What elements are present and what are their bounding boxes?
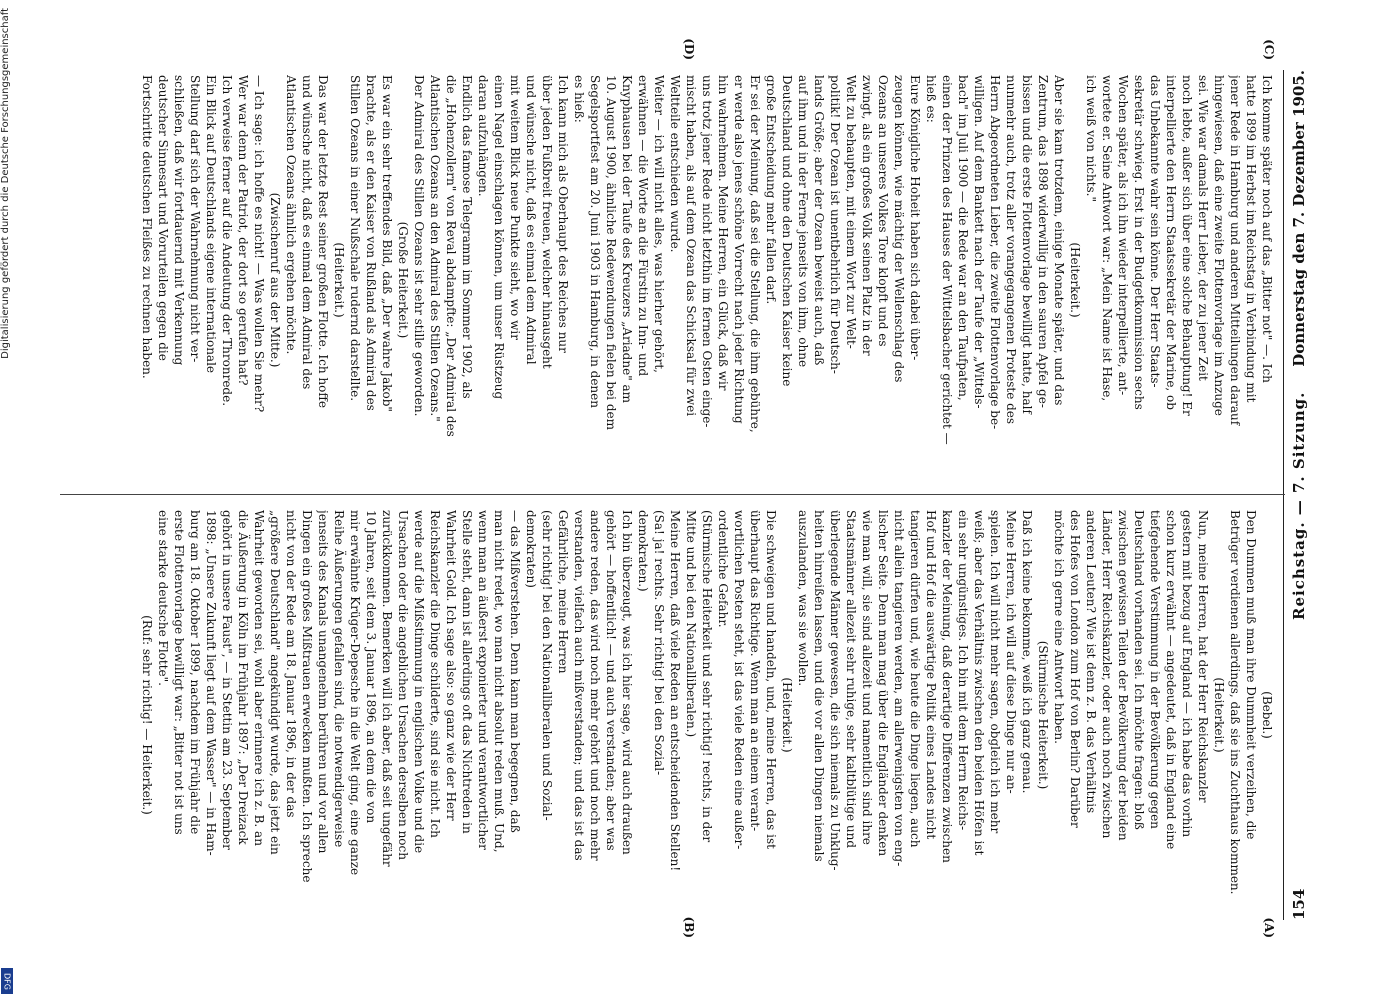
text-line: Wochen später, als ich ihn wieder interpellierte, ant- bbox=[1116, 75, 1130, 396]
text-line: einen Nagel einschlagen können, um unser Rüstzeug bbox=[492, 75, 506, 400]
text-line: gehört — hoffentlich! — und auch verstanden; aber was bbox=[604, 510, 618, 851]
text-line: (Ruf: sehr richtig! — Heiterkeit.) bbox=[140, 615, 154, 815]
text-line: zeugen können, wie mächtig der Wellenschlag des bbox=[892, 75, 906, 383]
text-line: Ich komme später noch auf das „Bitter not" —. Ich bbox=[1260, 75, 1274, 383]
text-line: demokraten.) bbox=[636, 510, 650, 592]
text-line: Den Dummen muß man ihre Dummheit verzeihen, die bbox=[1244, 510, 1258, 840]
text-line: kanzler der Meinung, daß derartige Differenzen zwischen bbox=[940, 510, 954, 863]
text-line: Länder, Herr Reichskanzler, oder auch noch zwischen bbox=[1100, 510, 1114, 839]
text-line: ordentliche Gefahr. bbox=[716, 510, 730, 628]
text-line: Aber sie kam trotzdem, einige Monate später, und das bbox=[1052, 75, 1066, 406]
margin-mark-d: (D) bbox=[682, 38, 696, 60]
text-line: „größere Deutschland" angekündigt wurde, das jetzt ein bbox=[268, 510, 282, 855]
text-line: nunmehr auch, trotz aller vorangegangenen Proteste des bbox=[1004, 75, 1018, 425]
text-line: (Große Heiterkeit.) bbox=[396, 221, 410, 339]
page-header bbox=[1290, 70, 1312, 920]
text-line: gestern mit bezug auf England — ich habe das vorhin bbox=[1180, 510, 1194, 838]
column-separator bbox=[60, 494, 1285, 495]
text-line: (Heiterkeit.) bbox=[1212, 677, 1226, 753]
text-line: (Stürmische Heiterkeit und sehr richtig! rechts, in der bbox=[700, 510, 714, 843]
text-line: die „Hohenzollern" von Reval abdampfte: „Der Admiral des bbox=[444, 75, 458, 437]
text-line: jener Rede in Hamburg und anderen Mitteilungen darauf bbox=[1228, 75, 1242, 426]
text-line: noch lebte, außer sich über eine solche Behauptung! Er bbox=[1180, 75, 1194, 416]
text-line: Hof und Hof die auswärtige Politik eines Landes nicht bbox=[924, 510, 938, 840]
text-line: nicht von der Rede am 18. Januar 1896, in der das bbox=[284, 510, 298, 818]
page-title: Reichstag. — 7. Sitzung. bbox=[1290, 391, 1308, 620]
text-line: andere reden, das wird noch mehr gehört und noch mehr bbox=[588, 510, 602, 861]
text-line: Reichskanzler die Dinge schilderte, sind sie nicht. Ich bbox=[428, 510, 442, 838]
text-line: Wahrheit Gold. Ich sage also: so ganz wie der Herr bbox=[444, 510, 458, 821]
credit-text: Digitalisierung gefördert durch die Deutsche Forschungsgemeinschaft bbox=[0, 8, 11, 359]
text-line: 10. August 1900, ähnliche Redewendungen fielen bei dem bbox=[604, 75, 618, 430]
text-line: uns trotz jener Rede nicht letzthin im fernen Osten einge- bbox=[700, 75, 714, 428]
text-line: tangieren dürfen und, wie heute die Dinge liegen, auch bbox=[908, 510, 922, 848]
text-line: mit weitem Blick neue Punkte sieht, wo wir bbox=[508, 75, 522, 340]
text-line: mischt haben, als auf dem Ozean das Schicksal für zwei bbox=[684, 75, 698, 417]
text-line: bach" im Juli 1900 — die Rede war an den Taufpaten, bbox=[956, 75, 970, 401]
right-column bbox=[100, 75, 1275, 485]
text-line: wie man will, sie sind allezeit und namentlich sind ihre bbox=[860, 510, 874, 845]
margin-mark-b: (B) bbox=[682, 916, 696, 938]
text-line: Welt zu behaupten, mit einem Wort zur Welt- bbox=[844, 75, 858, 349]
text-line: überhaupt das Richtige. Wenn man an einem verant- bbox=[748, 510, 762, 832]
text-line: Eure Königliche Hoheit haben sich dabei über- bbox=[908, 75, 922, 361]
text-line: willigen. Auf dem Bankett nach der Taufe der „Wittels- bbox=[972, 75, 986, 409]
text-line: bissen und die erste Flottenvorlage bewilligt hatte, half bbox=[1020, 75, 1034, 414]
text-line: Der Admiral des Stillen Ozeans ist sehr stille geworden. bbox=[412, 75, 426, 417]
text-line: schließen, daß wir fortdauernd mit Verkennung bbox=[172, 75, 186, 366]
text-line: Wahrheit geworden sei, wohl aber erinnere ich z. B. an bbox=[252, 510, 266, 846]
text-line: Ich verweise ferner auf die Andeutung der Thronrede. bbox=[220, 75, 234, 407]
text-line: Fortschritte deutschen Fleißes zu rechnen haben. bbox=[140, 75, 154, 379]
text-line: Meine Herren, ich will auf diese Dinge nur an- bbox=[1004, 510, 1018, 794]
text-line: Ursachen oder die angeblichen Ursachen derselben noch bbox=[396, 510, 410, 860]
text-line: Mitte und bei den Nationalliberalen.) bbox=[684, 510, 698, 738]
text-line: 1898: „Unsere Zukunft liegt auf dem Wasser" — in Ham- bbox=[204, 510, 218, 856]
margin-mark-a: (A) bbox=[1262, 917, 1276, 938]
text-line: gehört in unsere Faust", — in Stettin am 23. September bbox=[220, 510, 234, 850]
text-line: Nun, meine Herren, hat der Herr Reichskanzler bbox=[1196, 510, 1210, 803]
text-line: Endlich das famose Telegramm im Sommer 1902, als bbox=[460, 75, 474, 399]
text-line: (Heiterkeit.) bbox=[780, 677, 794, 753]
text-line: möchte ich gerne eine Antwort haben. bbox=[1052, 510, 1066, 744]
text-line: Wer war denn der Patriot, der dort so gerufen hat? bbox=[236, 75, 250, 386]
text-line: wortete er. Seine Antwort war: „Mein Name ist Hase, bbox=[1100, 75, 1114, 402]
text-line: wortlichen Posten steht, ist das viele Reden eine außer- bbox=[732, 510, 746, 850]
text-line: nicht allein tangieren werden, am allerwenigsten von eng- bbox=[892, 510, 906, 867]
text-line: Er sei der Meinung, daß sei die Stellung, die ihm gebühre, bbox=[748, 75, 762, 433]
text-line: Staatsmänner allezeit sehr ruhige, sehr kaltblütige und bbox=[844, 510, 858, 849]
text-line: erwähnen — die Worte an die Fürstin zu Inn- und bbox=[636, 75, 650, 377]
text-line: Ich kann mich als Oberhaupt des Reiches nur bbox=[556, 75, 570, 353]
text-line: zurückkommen. Bemerken will ich aber, daß seit ungefähr bbox=[380, 510, 394, 867]
text-line: deutscher Sinnesart und Vorurteilen gegen die bbox=[156, 75, 170, 361]
text-line: Das war der letzte Rest seiner großen Flotte. Ich hoffe bbox=[316, 75, 330, 408]
text-line: Dingen ein großes Mißtrauen erwecken mußten. Ich spreche bbox=[300, 510, 314, 883]
text-line: Atlantischen Ozeans an den Admiral des Stillen Ozeans." bbox=[428, 75, 442, 422]
text-line: überlegende Männer gewesen, die sich niemals zu Unklug- bbox=[828, 510, 842, 871]
text-line: (Stürmische Heiterkeit.) bbox=[1036, 640, 1050, 790]
text-line: und wünsche nicht, daß es einmal dem Admiral des bbox=[300, 75, 314, 390]
text-line: Ich bin überzeugt, was ich hier sage, wird auch draußen bbox=[620, 510, 634, 855]
text-line: werde auf die Mißstimmung in englischen Volke und die bbox=[412, 510, 426, 854]
text-line: burg am 18. Oktober 1899, nachdem im Frühjahr die bbox=[188, 510, 202, 835]
dfg-logo: DFG bbox=[1, 968, 13, 994]
text-line: das Unbekannte wahr sein könne. Der Herr Staats- bbox=[1148, 75, 1162, 388]
text-line: Segelsportfest am 20. Juni 1903 in Hamburg, in denen bbox=[588, 75, 602, 408]
text-line: Weltteile entschieden wurde. bbox=[668, 75, 682, 253]
text-line: Meine Herren, daß viele Reden an entscheidenden Stellen! bbox=[668, 510, 682, 872]
text-line: jenseits des Kanals unangenehm berühren und vor allen bbox=[316, 510, 330, 854]
text-line: schon kurz erwähnt — angedeutet, daß in England eine bbox=[1164, 510, 1178, 850]
text-line: er werde also jenes schöne Vorrecht nach jeder Richtung bbox=[732, 75, 746, 424]
text-line: sei. Wie war damals Herr Lieber, der zu jener Zeit bbox=[1196, 75, 1210, 381]
text-line: wenn man an äußerst exponierter und verantwortlicher bbox=[476, 510, 490, 850]
header-rule bbox=[1283, 70, 1284, 920]
text-line: Gefährliche, meine Herren bbox=[556, 510, 570, 674]
text-line: (Sa! ja! rechts. Sehr richtig! bei den Sozial- bbox=[652, 510, 666, 776]
text-line: und wünsche nicht, daß es einmal dem Admiral bbox=[524, 75, 538, 365]
text-line: ein sehr ungünstiges. Ich bin mit dem Herrn Reichs- bbox=[956, 510, 970, 831]
text-line: spielen. Ich will nicht mehr sagen, obgleich ich mehr bbox=[988, 510, 1002, 834]
text-line: anderen Leuten? Wie ist denn z. B. das Verhältnis bbox=[1084, 510, 1098, 814]
text-line: Herrn Abgeordneten Lieber, die zweite Flottenvorlage be- bbox=[988, 75, 1002, 430]
text-line: Ozeans an unseres Volkes Tore klopft und es bbox=[876, 75, 890, 347]
text-line: Weiter — ich will nicht alles, was hierher gehört, bbox=[652, 75, 666, 373]
text-line: man nicht redet, wo man nicht absolut reden muß. Und, bbox=[492, 510, 506, 853]
text-line: über jeden Fußbreit freuen, welcher hinausgeht bbox=[540, 75, 554, 369]
digitization-credit bbox=[0, 8, 14, 988]
text-line: tiefgehende Verstimmung in der Bevölkerung gegen bbox=[1148, 510, 1162, 829]
text-line: Ein Blick auf Deutschlands eigene internationale bbox=[204, 75, 218, 374]
text-line: zwischen gewissen Teilen der Bevölkerung der beiden bbox=[1116, 510, 1130, 841]
text-line: Betrüger verdienen allerdings, daß sie ins Zuchthaus kommen. bbox=[1228, 510, 1242, 895]
text-line: interpellierte den Herrn Staatssekretär der Marine, ob bbox=[1164, 75, 1178, 410]
text-line: es hieß: bbox=[572, 75, 586, 123]
speaker-label: (Bebel.) bbox=[1260, 691, 1274, 739]
text-line: auszulanden, was sie wollen. bbox=[796, 510, 810, 687]
text-line: demokraten) bbox=[524, 510, 538, 588]
text-line: politik! Der Ozean ist unentbehrlich für Deutsch- bbox=[828, 75, 842, 374]
page-date: Donnerstag den 7. Dezember 1905. bbox=[1290, 70, 1308, 367]
text-line: (sehr richtig! bei den Nationalliberalen und Sozial- bbox=[540, 510, 554, 821]
text-line: daran aufzuhängen. bbox=[476, 75, 490, 197]
text-line: hieß es: bbox=[924, 75, 938, 123]
text-line: (Heiterkeit.) bbox=[1068, 242, 1082, 318]
text-line: hingewiesen, daß eine zweite Flottenvorlage im Anzuge bbox=[1212, 75, 1226, 416]
text-line: des Hofes von London zum Hof von Berlin? Darüber bbox=[1068, 510, 1082, 828]
text-line: ich weiß von nichts." bbox=[1084, 75, 1098, 203]
text-line: Reihe Äußerungen gefallen sind, die notwendigerweise bbox=[332, 510, 346, 848]
text-line: Knyphausen bei der Taufe des Kreuzers „Ariadne" am bbox=[620, 75, 634, 404]
text-line: lischer Seite. Denn man mag über die Engländer denken bbox=[876, 510, 890, 857]
left-column bbox=[100, 510, 1275, 920]
text-line: (Zwischenruf aus der Mitte.) bbox=[268, 192, 282, 368]
text-line: große Entscheidung mehr fallen darf. bbox=[764, 75, 778, 305]
page-number: 154 bbox=[1290, 888, 1308, 920]
text-line: 10 Jahren, seit dem 3. Januar 1896, an dem die von bbox=[364, 510, 378, 824]
text-line: Zentrum, das 1898 widerwillig in den sauren Apfel ge- bbox=[1036, 75, 1050, 408]
text-line: Stelle steht, dann ist allerdings oft das Nichtreden in bbox=[460, 510, 474, 834]
text-line: zwingt, als ein großes Volk seinen Platz in der bbox=[860, 75, 874, 356]
text-line: hin wahrnehmen. Meine Herren, ein Glück, daß wir bbox=[716, 75, 730, 391]
text-line: Stellung darf sich der Wahrnehmung nicht ver- bbox=[188, 75, 202, 363]
text-line: Deutschland und ohne den Deutschen Kaiser keine bbox=[780, 75, 794, 387]
text-line: — Ich sage: ich hoffe es nicht! — Was wollen Sie mehr? bbox=[252, 75, 266, 413]
text-line: mir erwähnte Krüger-Depesche in die Welt ging, eine ganze bbox=[348, 510, 362, 876]
text-line: hatte 1899 im Herbst im Reichstag in Verbindung mit bbox=[1244, 75, 1258, 403]
text-line: brachte, als er den Kaiser von Rußland als Admiral des bbox=[364, 75, 378, 411]
text-line: Es war ein sehr treffendes Bild, daß „Der wahre Jakob" bbox=[380, 75, 394, 412]
text-line: erste Flottenvorlage bewilligt war: „Bitter not ist uns bbox=[172, 510, 186, 835]
margin-mark-c: (C) bbox=[1262, 39, 1276, 60]
text-line: die Äußerung in Köln im Frühjahr 1897: „Der Dreizack bbox=[236, 510, 250, 845]
text-line: Die schweigen und handeln, und, meine Herren, das ist bbox=[764, 510, 778, 849]
text-line: auf ihm und in der Ferne jenseits von ihm, ohne bbox=[796, 75, 810, 368]
text-line: einen der Prinzen des Hauses der Wittelsbacher gerichtet — bbox=[940, 75, 954, 445]
text-line: Atlantischen Ozeans ähnlich ergehen möchte. bbox=[284, 75, 298, 355]
text-line: eine starke deutsche Flotte". bbox=[156, 510, 170, 686]
text-line: Deutschland vorhanden sei. Ich möchte fragen: bloß bbox=[1132, 510, 1146, 830]
text-line: lands Größe; aber der Ozean beweist auch, daß bbox=[812, 75, 826, 366]
text-line: verstanden, vielfach auch mißverstanden; und das ist das bbox=[572, 510, 586, 861]
text-line: (Heiterkeit.) bbox=[332, 242, 346, 318]
text-line: sekretär schwieg. Erst in der Budgetkommission sechs bbox=[1132, 75, 1146, 410]
text-line: weiß; aber das Verhältnis zwischen den beiden Höfen ist bbox=[972, 510, 986, 856]
text-line: Stillen Ozeans in einer Nußschale rudernd darstellte. bbox=[348, 75, 362, 402]
text-line: Daß ich keine bekomme, weiß ich ganz genau. bbox=[1020, 510, 1034, 794]
text-line: — das Mißverstehen. Denn kann man begegnen, daß bbox=[508, 510, 522, 833]
text-line: heiten hinreißen lassen, und die vor allen Dingen niemals bbox=[812, 510, 826, 862]
